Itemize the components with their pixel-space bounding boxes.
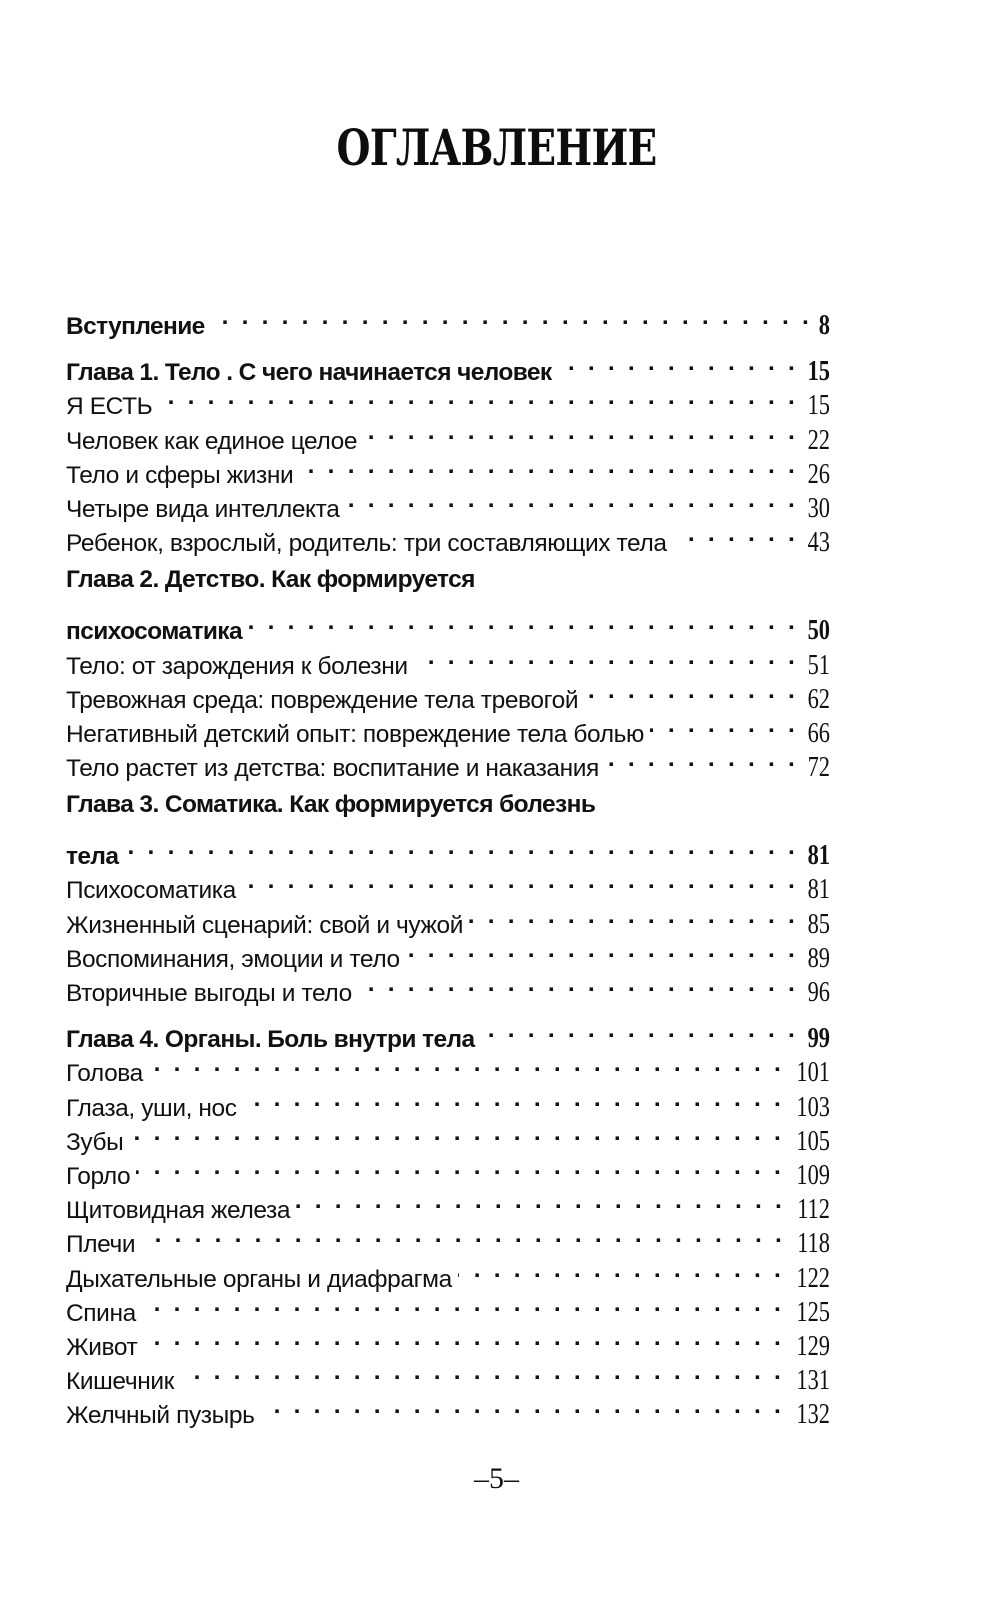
leader-dots [673,517,798,551]
toc-entry[interactable] [66,415,830,456]
table-of-contents [66,300,830,1431]
leader-dots [363,415,798,449]
toc-entry-label: Щитовидная железа [66,1197,291,1225]
toc-entry[interactable] [66,1047,830,1089]
leader-dots [124,830,798,864]
toc-page-number: 131 [796,1365,830,1397]
toc-page-number: 112 [797,1194,830,1226]
toc-entry-label: тела [66,843,119,871]
toc-entry[interactable] [66,380,830,422]
leader-dots [242,864,798,898]
toc-page-number: 109 [796,1159,830,1191]
leader-dots [480,1013,798,1047]
toc-entry-label: Тревожная среда: повреждение тела тревогой [66,686,579,714]
toc-entry-label: Я ЕСТЬ [66,393,153,421]
toc-entry-label: Тело: от зарождения к болезни [66,652,408,680]
toc-page-number: 51 [807,649,830,681]
leader-dots [414,640,798,674]
toc-entry-label: Четыре вида интеллекта [66,495,340,523]
page-title: ОГЛАВЛЕНИЕ [336,118,657,177]
leader-dots [211,300,812,334]
toc-page-number: 72 [807,752,830,784]
toc-entry[interactable] [66,1184,830,1226]
leader-dots [345,483,798,517]
toc-page-number: 15 [807,356,830,388]
toc-page-number: 103 [796,1091,830,1123]
toc-entry[interactable] [66,1150,830,1191]
toc-page-number: 22 [807,424,830,456]
toc-entry[interactable] [66,1082,830,1123]
toc-entry[interactable] [66,1253,830,1294]
toc-page-number: 89 [807,942,830,974]
toc-entry-label: Ребенок, взрослый, родитель: три составляющих тела [66,530,667,558]
leader-dots [296,1184,785,1218]
leader-dots [143,1321,784,1355]
toc-page-number: 81 [807,840,830,872]
toc-page-number: 132 [796,1399,830,1431]
toc-chapter-3[interactable] [66,830,830,872]
toc-entry-label: Спина [66,1299,136,1327]
toc-entry-label: Воспоминания, эмоции и тело [66,945,400,973]
toc-chapter-3-title[interactable] [66,788,830,830]
toc-page-number: 66 [807,717,830,749]
leader-dots [558,346,798,380]
toc-entry-label: Дыхательные органы и диафрагма [66,1265,452,1293]
toc-entry[interactable] [66,1287,830,1328]
toc-entry-label: Глава 2. Детство. Как формируется [66,566,475,594]
toc-chapter-2[interactable] [66,605,830,647]
leader-dots [260,1389,784,1423]
toc-entry-label: Живот [66,1333,138,1361]
toc-entry-label: Негативный детский опыт: повреждение тела болью [66,720,644,748]
leader-dots [406,933,798,967]
toc-page-number: 85 [807,908,830,940]
toc-entry-label: Кишечник [66,1368,174,1396]
toc-entry-label: Тело и сферы жизни [66,461,294,489]
leader-dots [458,1253,784,1287]
leader-dots [248,605,798,639]
leader-dots [136,1150,784,1184]
toc-page-number: 129 [796,1330,830,1362]
toc-page-number: 99 [807,1023,830,1055]
toc-entry-label: Психосоматика [66,877,236,905]
leader-dots [299,449,798,483]
toc-page-number: 81 [807,874,830,906]
leader-dots [469,899,798,933]
toc-page-number: 15 [807,390,830,422]
leader-dots [149,1047,784,1081]
toc-page-number: 62 [807,683,830,715]
page-number: –5– [474,1462,519,1495]
leader-dots [584,674,798,708]
toc-page-number: 43 [807,527,830,559]
toc-entry-label: Плечи [66,1231,136,1259]
leader-dots [142,1287,784,1321]
leader-dots [605,742,798,776]
leader-dots [158,380,798,414]
toc-page-number: 30 [807,492,830,524]
toc-chapter-1[interactable] [66,346,830,388]
toc-entry[interactable] [66,1218,830,1260]
toc-entry-label: Жизненный сценарий: свой и чужой [66,911,464,939]
leader-dots [650,708,798,742]
toc-entry[interactable] [66,1389,830,1431]
toc-page-number: 101 [796,1057,830,1089]
toc-page-number: 122 [796,1262,830,1294]
toc-chapter-4[interactable] [66,1013,830,1055]
toc-entry-label: Глава 3. Соматика. Как формируется болезнь [66,791,596,819]
leader-dots [243,1082,784,1116]
toc-entry[interactable] [66,1116,830,1157]
toc-entry[interactable] [66,1355,830,1397]
toc-entry-label: Зубы [66,1128,124,1156]
toc-entry-label: Глаза, уши, нос [66,1094,237,1122]
toc-page-number: 50 [807,615,830,647]
toc-entry-label: Желчный пузырь [66,1402,255,1430]
toc-entry[interactable] [66,1321,830,1362]
toc-entry-label: Вторичные выгоды и тело [66,980,352,1007]
toc-entry-label: Тело растет из детства: воспитание и наказания [66,755,599,783]
leader-dots [180,1355,784,1389]
leader-dots [141,1218,785,1252]
toc-page-number: 26 [807,458,830,490]
leader-dots [129,1116,784,1150]
leader-dots [358,967,798,1001]
toc-entry-label: Глава 4. Органы. Боль внутри тела [66,1026,475,1054]
toc-entry-label: Горло [66,1162,131,1190]
toc-entry[interactable] [66,864,830,906]
toc-page-number: 105 [796,1125,830,1157]
toc-entry-label: Вступление [66,313,205,340]
toc-entry-label: Глава 1. Тело . С чего начинается человек [66,359,552,387]
toc-page-number: 125 [796,1296,830,1328]
toc-entry-label: психосоматика [66,618,242,646]
toc-page-number: 96 [807,977,830,1008]
toc-entry-label: Человек как единое целое [66,427,358,455]
toc-entry-intro[interactable] [66,300,830,341]
toc-page-number: 118 [797,1228,830,1260]
toc-entry-label: Голова [66,1060,143,1088]
toc-page-number: 8 [818,310,830,341]
toc-chapter-2-title[interactable] [66,563,830,605]
